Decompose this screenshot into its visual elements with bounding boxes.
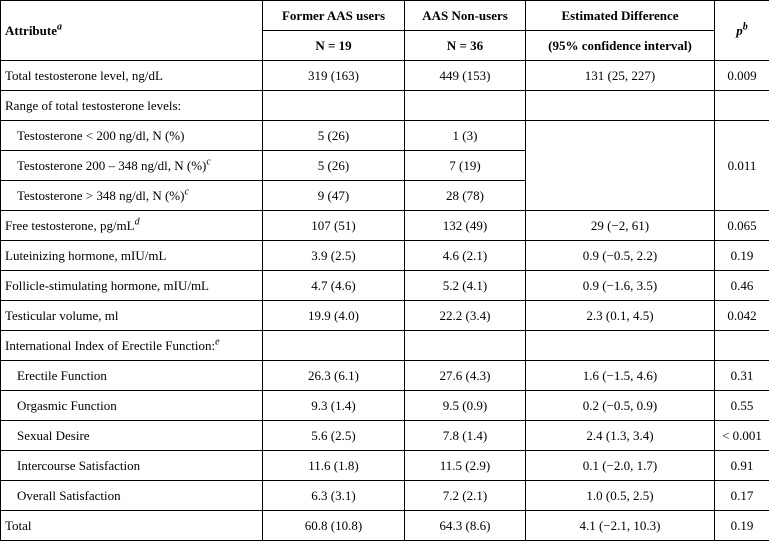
former-value: 11.6 (1.8) — [263, 451, 405, 481]
section-label: Range of total testosterone levels: — [1, 91, 263, 121]
former-value: 5 (26) — [263, 121, 405, 151]
non-users-header: AAS Non-users — [405, 1, 526, 31]
difference-value: 1.6 (−1.5, 4.6) — [526, 361, 715, 391]
table-row — [1, 121, 769, 151]
former-users-n: N = 19 — [263, 31, 405, 61]
table-row — [1, 271, 769, 301]
row-label: Testicular volume, ml — [1, 301, 263, 331]
former-value: 5 (26) — [263, 151, 405, 181]
former-value: 5.6 (2.5) — [263, 421, 405, 451]
non-user-value: 27.6 (4.3) — [405, 361, 526, 391]
empty-cell — [526, 121, 715, 211]
p-value: 0.011 — [715, 121, 769, 211]
non-user-value: 7.2 (2.1) — [405, 481, 526, 511]
empty-cell — [526, 91, 715, 121]
non-user-value: 9.5 (0.9) — [405, 391, 526, 421]
non-user-value: 7.8 (1.4) — [405, 421, 526, 451]
p-value: 0.19 — [715, 511, 769, 541]
non-user-value: 449 (153) — [405, 61, 526, 91]
non-user-value: 5.2 (4.1) — [405, 271, 526, 301]
row-label: Overall Satisfaction — [1, 481, 263, 511]
table-row — [1, 391, 769, 421]
difference-header: Estimated Difference — [526, 1, 715, 31]
attribute-header: Attribute$^a$ — [1, 1, 263, 61]
p-value-header: $p^b$ — [715, 1, 769, 61]
table-row — [1, 61, 769, 91]
row-label: Testosterone > 348 ng/dl, N (%)$^c$ — [1, 181, 263, 211]
row-label: Total — [1, 511, 263, 541]
non-user-value: 1 (3) — [405, 121, 526, 151]
row-label: Orgasmic Function — [1, 391, 263, 421]
non-user-value: 7 (19) — [405, 151, 526, 181]
former-value: 26.3 (6.1) — [263, 361, 405, 391]
table-row — [1, 511, 769, 541]
former-value: 4.7 (4.6) — [263, 271, 405, 301]
difference-value: 0.1 (−2.0, 1.7) — [526, 451, 715, 481]
row-label: Follicle-stimulating hormone, mIU/mL — [1, 271, 263, 301]
non-user-value: 22.2 (3.4) — [405, 301, 526, 331]
row-label: Sexual Desire — [1, 421, 263, 451]
empty-cell — [715, 331, 769, 361]
p-value: 0.17 — [715, 481, 769, 511]
table-row — [1, 301, 769, 331]
difference-value: 4.1 (−2.1, 10.3) — [526, 511, 715, 541]
p-value: 0.46 — [715, 271, 769, 301]
header-row — [1, 1, 769, 31]
p-value: 0.042 — [715, 301, 769, 331]
difference-value: 29 (−2, 61) — [526, 211, 715, 241]
table-row — [1, 211, 769, 241]
p-value: 0.065 — [715, 211, 769, 241]
former-value: 3.9 (2.5) — [263, 241, 405, 271]
table-row — [1, 421, 769, 451]
former-value: 9.3 (1.4) — [263, 391, 405, 421]
difference-subheader: (95% confidence interval) — [526, 31, 715, 61]
p-value: 0.55 — [715, 391, 769, 421]
row-label: Total testosterone level, ng/dL — [1, 61, 263, 91]
former-value: 9 (47) — [263, 181, 405, 211]
difference-value: 131 (25, 227) — [526, 61, 715, 91]
row-label: Erectile Function — [1, 361, 263, 391]
row-label: Testosterone 200 – 348 ng/dl, N (%)$^c$ — [1, 151, 263, 181]
non-user-value: 28 (78) — [405, 181, 526, 211]
table-row — [1, 361, 769, 391]
difference-value: 1.0 (0.5, 2.5) — [526, 481, 715, 511]
empty-cell — [526, 331, 715, 361]
empty-cell — [715, 91, 769, 121]
table-row — [1, 241, 769, 271]
empty-cell — [405, 91, 526, 121]
table-row — [1, 451, 769, 481]
difference-value: 0.9 (−1.6, 3.5) — [526, 271, 715, 301]
non-users-n: N = 36 — [405, 31, 526, 61]
non-user-value: 11.5 (2.9) — [405, 451, 526, 481]
difference-value: 2.3 (0.1, 4.5) — [526, 301, 715, 331]
table-row — [1, 331, 769, 361]
former-value: 19.9 (4.0) — [263, 301, 405, 331]
non-user-value: 64.3 (8.6) — [405, 511, 526, 541]
p-value: 0.31 — [715, 361, 769, 391]
p-value: 0.19 — [715, 241, 769, 271]
empty-cell — [263, 91, 405, 121]
former-value: 60.8 (10.8) — [263, 511, 405, 541]
empty-cell — [405, 331, 526, 361]
p-value: < 0.001 — [715, 421, 769, 451]
former-value: 107 (51) — [263, 211, 405, 241]
former-value: 6.3 (3.1) — [263, 481, 405, 511]
difference-value: 0.2 (−0.5, 0.9) — [526, 391, 715, 421]
p-value: 0.009 — [715, 61, 769, 91]
former-value: 319 (163) — [263, 61, 405, 91]
table-row — [1, 91, 769, 121]
non-user-value: 132 (49) — [405, 211, 526, 241]
difference-value: 0.9 (−0.5, 2.2) — [526, 241, 715, 271]
section-label: International Index of Erectile Function:$^e$ — [1, 331, 263, 361]
row-label: Intercourse Satisfaction — [1, 451, 263, 481]
table-row — [1, 481, 769, 511]
non-user-value: 4.6 (2.1) — [405, 241, 526, 271]
former-users-header: Former AAS users — [263, 1, 405, 31]
empty-cell — [263, 331, 405, 361]
row-label: Testosterone < 200 ng/dl, N (%) — [1, 121, 263, 151]
row-label: Free testosterone, $pg/mL^d$ — [1, 211, 263, 241]
difference-value: 2.4 (1.3, 3.4) — [526, 421, 715, 451]
p-value: 0.91 — [715, 451, 769, 481]
row-label: Luteinizing hormone, mIU/mL — [1, 241, 263, 271]
